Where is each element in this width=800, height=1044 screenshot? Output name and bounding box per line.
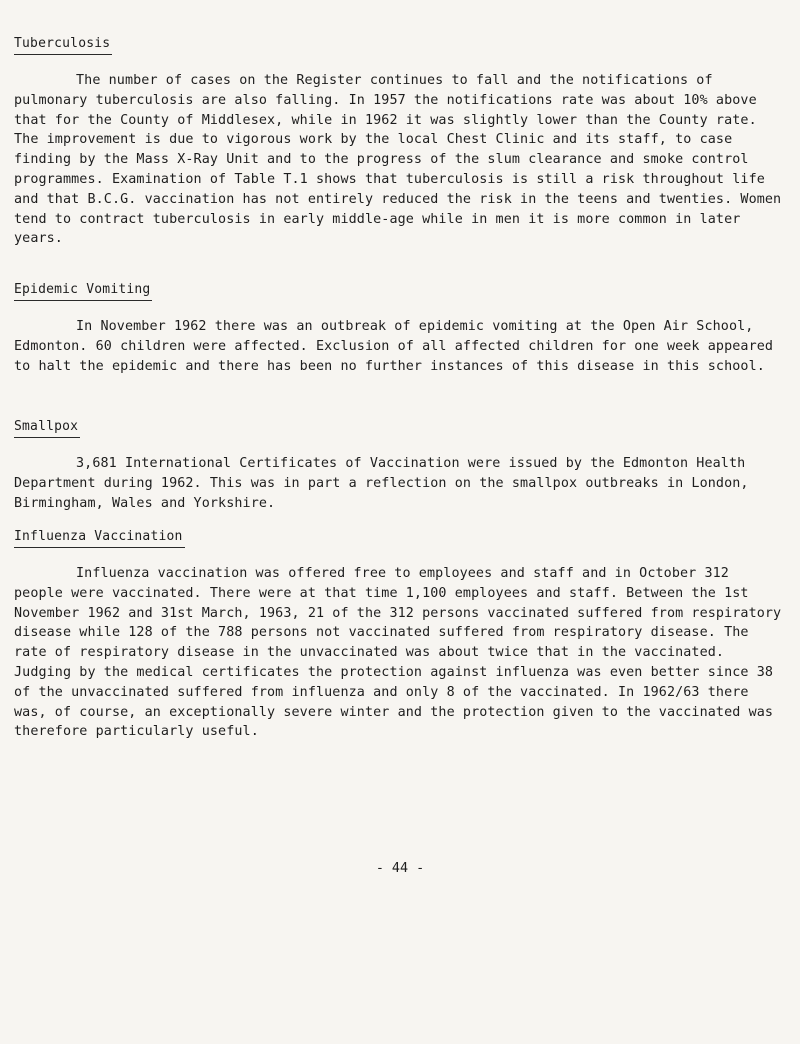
- section-heading: Epidemic Vomiting: [14, 280, 152, 301]
- section-heading: Influenza Vaccination: [14, 527, 185, 548]
- section-heading: Smallpox: [14, 417, 80, 438]
- section-paragraph: Influenza vaccination was offered free to employees and staff and in October 312 people were vaccinated. There were at that time 1,100 employees and staff. Between the 1st November 1962 and 31st March, 1963, 21 of the 312 persons vaccinated suffered from respiratory disease while 128 of the 788 persons not vaccinated suffered from respiratory disease. The rate of respiratory disease in the unvaccinated was about twice that in the vaccinated. Judging by the medical certificates the protection against influenza was even better since 38 of the unvaccinated suffered from influenza and only 8 of the vaccinated. In 1962/63 there was, of course, an exceptionally severe winter and the protection given to the vaccinated was therefore particularly useful.: [14, 566, 782, 740]
- section-paragraph: In November 1962 there was an outbreak of epidemic vomiting at the Open Air School, Edmonton. 60 children were affected. Exclusion of all affected children for one week appeared to halt the epidemic and there has been no further instances of this disease in this school.: [14, 319, 774, 374]
- section-tuberculosis: [14, 32, 786, 249]
- section-influenza-vaccination: [14, 525, 786, 742]
- section-paragraph: 3,681 International Certificates of Vaccination were issued by the Edmonton Health Department during 1962. This was in part a reflection on the smallpox outbreaks in London, Birmingham, Wales and Yorkshire.: [14, 456, 749, 511]
- section-heading: Tuberculosis: [14, 34, 112, 55]
- section-paragraph: The number of cases on the Register continues to fall and the notifications of pulmonary tuberculosis are also falling. In 1957 the notifications rate was about 10% above that for the County of Middlesex, while in 1962 it was slightly lower than the County rate. The improvement is due to vigorous work by the local Chest Clinic and its staff, to case finding by the Mass X-Ray Unit and to the progress of the slum clearance and smoke control programmes. Examination of Table T.1 shows that tuberculosis is still a risk throughout life and that B.C.G. vaccination has not entirely reduced the risk in the teens and twenties. Women tend to contract tuberculosis in early middle-age while in men it is more common in later years.: [14, 73, 782, 247]
- page-number: - 44 -: [375, 861, 425, 876]
- section-epidemic-vomiting: [14, 278, 786, 376]
- section-smallpox: [14, 415, 786, 513]
